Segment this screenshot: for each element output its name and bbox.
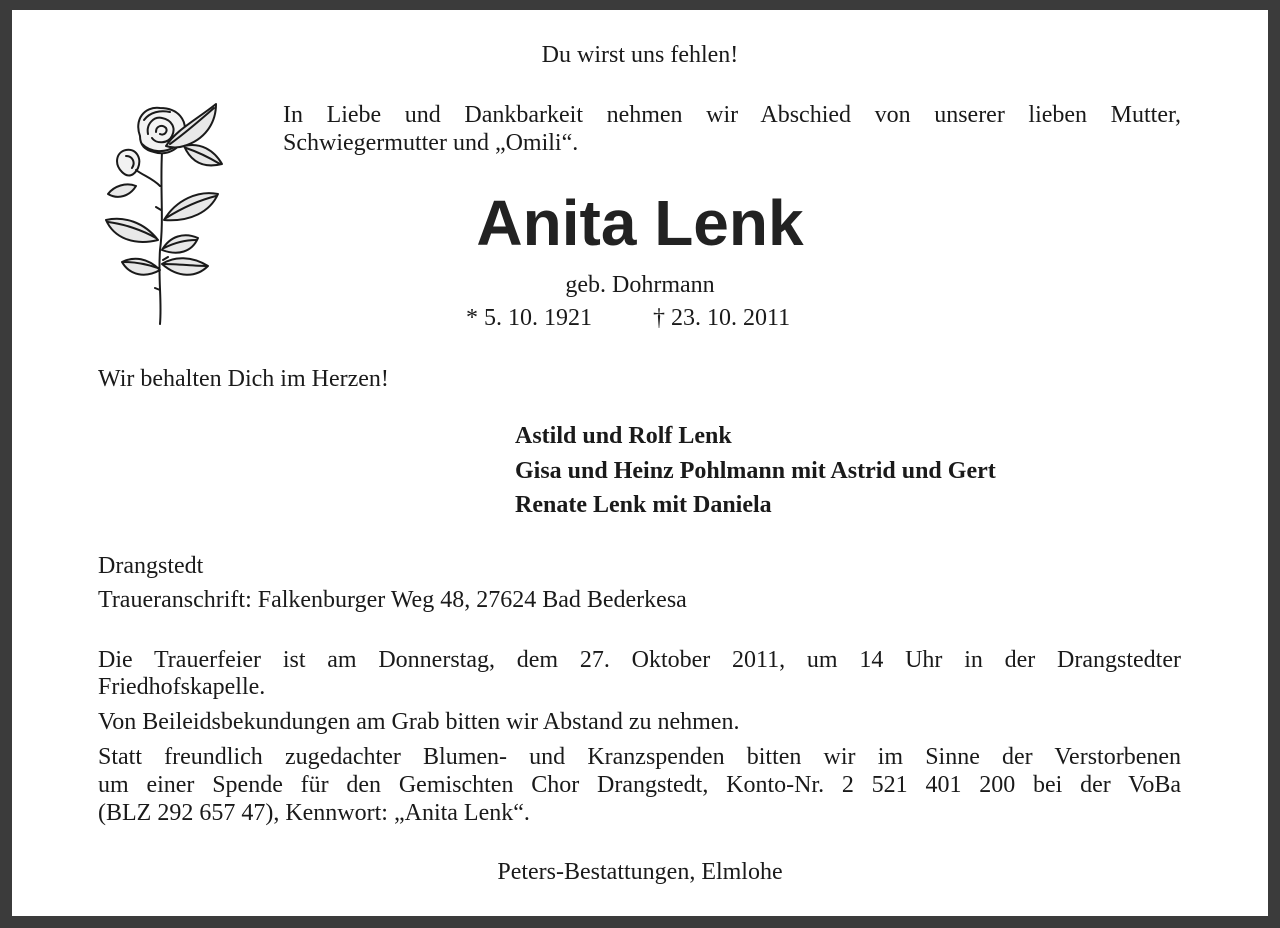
donation-line-3: (BLZ 292 657 47), Kennwort: „Anita Lenk“. bbox=[98, 800, 530, 826]
address-text: Traueranschrift: Falkenburger Weg 48, 27624 Bad Bederkesa bbox=[98, 587, 687, 613]
birth-date: * 5. 10. 1921 bbox=[466, 305, 592, 331]
motto-text: Wir behalten Dich im Herzen! bbox=[98, 366, 389, 392]
header-text: Du wirst uns fehlen! bbox=[541, 42, 739, 68]
donation-line-1: Statt freundlich zugedachter Blumen- und Kranzspenden bitten wir im Sinne der Verstorbenen bbox=[98, 744, 1181, 770]
donation-line-2: um einer Spende für den Gemischten Chor Drangstedt, Konto-Nr. 2 521 401 200 bei der VoBa bbox=[98, 772, 1181, 798]
ceremony-line-2: Friedhofskapelle. bbox=[98, 674, 266, 700]
condolence-note: Von Beileidsbekundungen am Grab bitten wir Abstand zu nehmen. bbox=[98, 709, 740, 735]
undertaker-text: Peters-Bestattungen, Elmlohe bbox=[497, 859, 783, 885]
mourner-line: Gisa und Heinz Pohlmann mit Astrid und Gert bbox=[515, 458, 996, 484]
deceased-name: Anita Lenk bbox=[476, 187, 804, 259]
intro-line-2: Schwiegermutter und „Omili“. bbox=[283, 130, 579, 156]
obituary-notice bbox=[12, 10, 1268, 916]
death-date: † 23. 10. 2011 bbox=[653, 305, 791, 331]
intro-line-1: In Liebe und Dankbarkeit nehmen wir Abschied von unserer lieben Mutter, bbox=[283, 102, 1181, 128]
birth-name: geb. Dohrmann bbox=[565, 272, 715, 298]
place-text: Drangstedt bbox=[98, 553, 204, 579]
mourner-line: Astild und Rolf Lenk bbox=[515, 423, 732, 449]
ceremony-line-1: Die Trauerfeier ist am Donnerstag, dem 27. Oktober 2011, um 14 Uhr in der Drangstedter bbox=[98, 647, 1181, 673]
mourner-line: Renate Lenk mit Daniela bbox=[515, 492, 772, 518]
